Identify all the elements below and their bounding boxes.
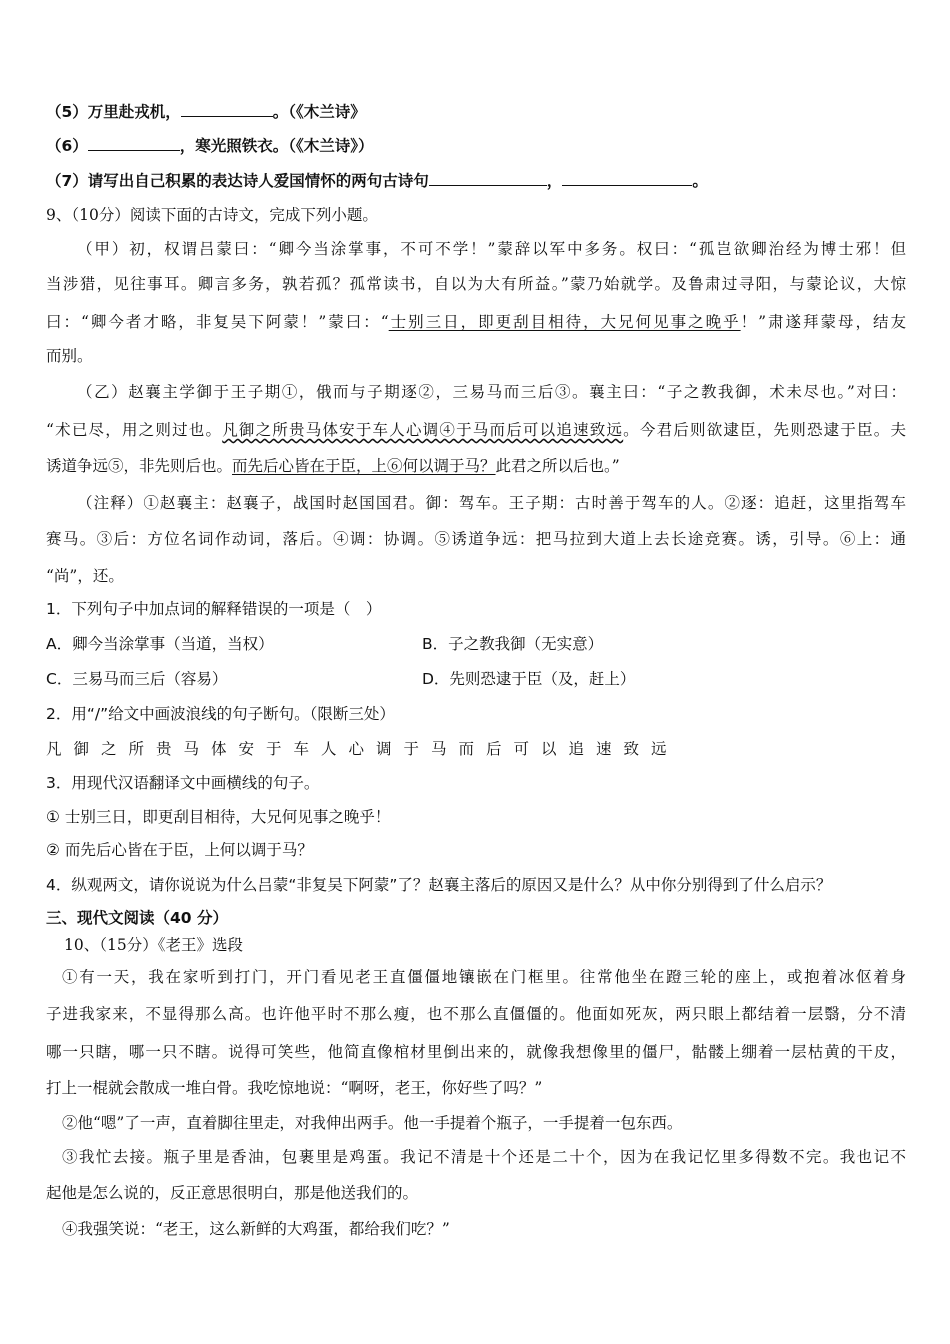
underlined-sentence: 士别三日，即更刮目相待，大兄何见事之晚乎 — [388, 313, 741, 331]
wavy-underlined-sentence: 凡御之所贵马体安于车人心调④于马而后可以追速致远 — [222, 421, 624, 439]
question-5 — [46, 101, 906, 123]
passage-text: 。今君后则欲逮臣，先则恐逮于臣。夫 — [623, 421, 906, 439]
subquestion-2-stem: 2．用“/”给文中画波浪线的句子断句。（限断三处） — [46, 705, 395, 723]
question-6-number: （6） — [46, 137, 88, 155]
passage-text: 曰：“卿今者才略，非复吴下阿蒙！”蒙曰：“ — [46, 313, 389, 331]
answer-blank — [88, 136, 180, 151]
question-10-header: 10、（15分）《老王》选段 — [64, 936, 243, 954]
passage-text: “术已尽，用之则过也。 — [46, 421, 223, 439]
question-7 — [46, 170, 906, 192]
passage-paragraph-line: 起他是怎么说的，反正意思很明白，那是他送我们的。 — [46, 1184, 419, 1202]
passage-paragraph-line: 子进我家来，不显得那么高。也许他平时不那么瘦，也不那么直僵僵的。他面如死灰，两只眼上都结着一层翳，分不清 — [46, 1005, 906, 1023]
passage-text: ①有一天，我在家听到打门，开门看见老王直僵僵地镶嵌在门框里。往常他坐在蹬三轮的座上，或抱着冰伛着身 — [62, 968, 906, 986]
choice-row — [46, 668, 906, 690]
answer-blank — [562, 171, 692, 186]
choice-row — [46, 633, 906, 655]
sentence-to-punctuate: 凡御之所贵马体安于车人心调于马而后可以追速致远 — [46, 740, 679, 758]
passage-paragraph-line: ②他“嗯”了一声，直着脚往里走，对我伸出两手。他一手提着个瓶子，一手提着一包东西。 — [62, 1114, 683, 1132]
passage-paragraph-line: ④我强笑说：“老王，这么新鲜的大鸡蛋，都给我们吃？” — [62, 1220, 450, 1238]
subquestion-4: 4．纵观两文，请你说说为什么吕蒙“非复吴下阿蒙”了？赵襄主落后的原因又是什么？从中你分别得到了什么启示？ — [46, 876, 832, 894]
passage-yi-line — [46, 419, 906, 441]
question-5-source: 。（《木兰诗》 — [272, 103, 366, 121]
choice-b: B．子之教我御（无实意） — [422, 635, 604, 653]
translate-sentence-2: ② 而先后心皆在于臣，上何以调于马？ — [46, 841, 313, 859]
question-6 — [46, 135, 906, 157]
passage-jia-line: 而别。 — [46, 347, 93, 365]
passage-paragraph-line: 打上一棍就会散成一堆白骨。我吃惊地说：“啊呀，老王，你好些了吗？” — [46, 1079, 543, 1097]
passage-text: ！”肃遂拜蒙母，结友 — [740, 313, 906, 331]
annotation-line: “尚”，还。 — [46, 567, 124, 585]
answer-blank — [429, 171, 547, 186]
question-7-end: 。 — [692, 172, 708, 190]
annotation-line — [46, 492, 906, 514]
passage-paragraph-line — [46, 1146, 906, 1168]
passage-yi-line — [46, 381, 906, 403]
subquestion-3-stem: 3．用现代汉语翻译文中画横线的句子。 — [46, 774, 320, 792]
section-3-title: 三、现代文阅读（40 分） — [46, 909, 228, 927]
translate-sentence-1: ① 士别三日，即更刮目相待，大兄何见事之晚乎！ — [46, 808, 391, 826]
passage-text: 诱道争远⑤，非先则后也。 — [46, 457, 233, 475]
passage-paragraph-line: 哪一只瞎，哪一只不瞎。说得可笑些，他简直像棺材里倒出来的，就像我想像里的僵尸，骷髅上绷着一层枯黄的干皮， — [46, 1043, 906, 1061]
subquestion-1-stem: 1．下列句子中加点词的解释错误的一项是（ ） — [46, 600, 382, 618]
passage-jia-line — [46, 311, 906, 333]
passage-paragraph-line — [46, 966, 906, 988]
annotation-line: 赛马。③后：方位名词作动词，落后。④调：协调。⑤诱道争远：把马拉到大道上去长途竞赛。诱，引导。⑥上：通 — [46, 530, 906, 548]
passage-text: 此君之所以后也。” — [495, 457, 620, 475]
choice-c: C．三易马而三后（容易） — [46, 670, 228, 688]
passage-text: ③我忙去接。瓶子里是香油，包裹里是鸡蛋。我记不清是十个还是二十个，因为在我记忆里多得数不完。我也记不 — [62, 1148, 906, 1166]
choice-a: A．卿今当涂掌事（当道，当权） — [46, 635, 274, 653]
question-7-comma: ， — [546, 172, 563, 190]
choice-d: D．先则恐逮于臣（及，赶上） — [422, 670, 636, 688]
question-5-text: （5）万里赴戎机， — [46, 103, 181, 121]
question-6-text: ，寒光照铁衣。（《木兰诗》） — [179, 137, 374, 155]
passage-yi-line — [46, 455, 906, 477]
question-9-header: 9、（10分）阅读下面的古诗文，完成下列小题。 — [46, 206, 378, 224]
passage-jia-line — [46, 238, 906, 260]
underlined-sentence: 而先后心皆在于臣，上⑥何以调于马？ — [232, 457, 496, 475]
annotation-text: （注释）①赵襄主：赵襄子，战国时赵国国君。御：驾车。王子期：古时善于驾车的人。②逐：追赶，这里指驾车 — [77, 494, 906, 512]
question-7-text: （7）请写出自己积累的表达诗人爱国情怀的两句古诗句 — [46, 172, 429, 190]
passage-jia-line: 当涉猎，见往事耳。卿言多务，孰若孤？孤常读书，自以为大有所益。”蒙乃始就学。及鲁肃过寻阳，与蒙论议，大惊 — [46, 275, 906, 293]
passage-text: （甲）初，权谓吕蒙曰：“卿今当涂掌事，不可不学！”蒙辞以军中多务。权曰：“孤岂欲卿治经为博士邪！但 — [77, 240, 906, 258]
passage-text: （乙）赵襄主学御于王子期①，俄而与子期逐②，三易马而三后③。襄主曰：“子之教我御，术未尽也。”对曰： — [77, 383, 906, 401]
answer-blank — [181, 102, 273, 117]
